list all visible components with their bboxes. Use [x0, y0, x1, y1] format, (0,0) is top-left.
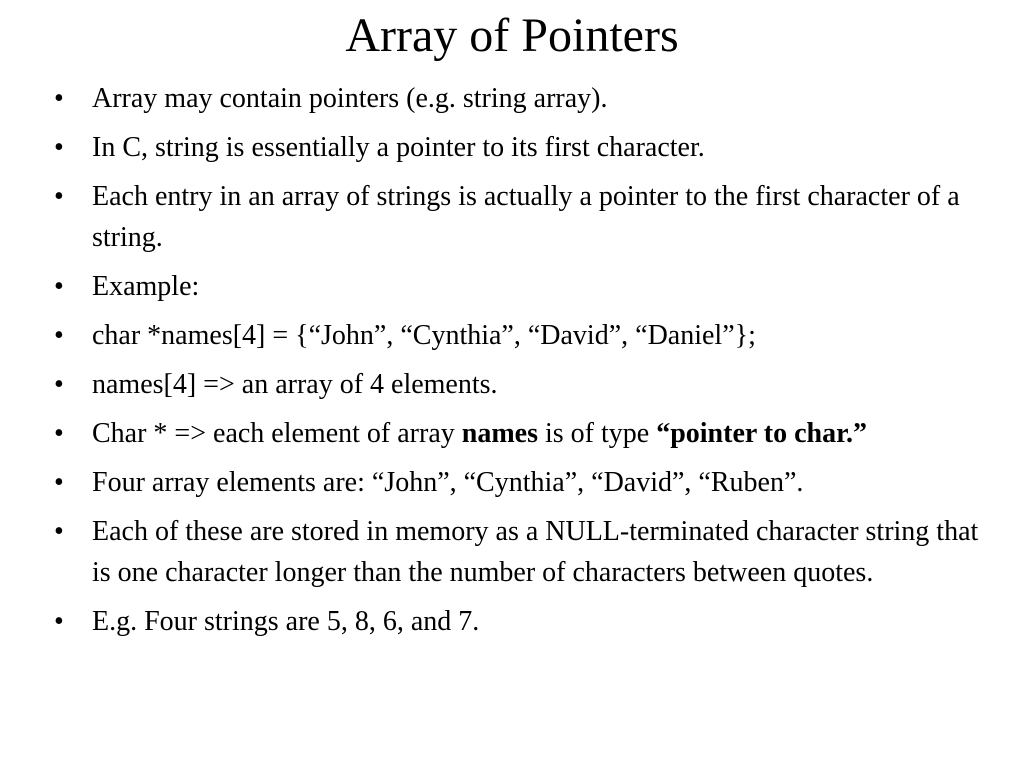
- bullet-text: [92, 418, 867, 449]
- bullet-item: [54, 176, 984, 258]
- bullet-glyph: •: [54, 516, 64, 547]
- bullet-glyph: •: [54, 271, 64, 302]
- bullet-text-part: Char * => each element of array: [92, 418, 462, 449]
- bullet-glyph: •: [54, 83, 64, 114]
- bullet-text-bold: “pointer to char.”: [656, 418, 867, 449]
- bullet-text-bold: names: [461, 418, 538, 449]
- bullet-item: [54, 511, 984, 593]
- bullet-item: [54, 78, 984, 119]
- bullet-text: Four array elements are: “John”, “Cynthia”, “David”, “Ruben”.: [92, 467, 804, 498]
- bullet-glyph: •: [54, 320, 64, 351]
- bullet-text: Array may contain pointers (e.g. string array).: [92, 83, 608, 114]
- bullet-item: [54, 315, 984, 356]
- bullet-text: Each of these are stored in memory as a NULL-terminated character string that is one character longer than the number of characters between quotes.: [92, 516, 979, 588]
- slide-title: Array of Pointers: [345, 9, 679, 62]
- bullet-glyph: •: [54, 467, 64, 498]
- bullet-glyph: •: [54, 606, 64, 637]
- bullet-text: Each entry in an array of strings is actually a pointer to the first character of a string.: [92, 181, 960, 253]
- bullet-text-part: is of type: [537, 418, 657, 449]
- bullet-item: [54, 413, 984, 454]
- bullet-glyph: •: [54, 418, 64, 449]
- bullet-item: [54, 601, 984, 642]
- bullet-item: [54, 266, 984, 307]
- bullet-item: [54, 364, 984, 405]
- bullet-text: E.g. Four strings are 5, 8, 6, and 7.: [92, 606, 480, 637]
- bullet-text: Example:: [92, 271, 200, 302]
- bullet-text: In C, string is essentially a pointer to its first character.: [92, 132, 705, 163]
- bullet-text: char *names[4] = {“John”, “Cynthia”, “David”, “Daniel”};: [92, 320, 756, 351]
- bullet-list: [54, 78, 984, 650]
- bullet-glyph: •: [54, 132, 64, 163]
- bullet-glyph: •: [54, 369, 64, 400]
- bullet-text: names[4] => an array of 4 elements.: [92, 369, 498, 400]
- bullet-item: [54, 127, 984, 168]
- bullet-item: [54, 462, 984, 503]
- bullet-glyph: •: [54, 181, 64, 212]
